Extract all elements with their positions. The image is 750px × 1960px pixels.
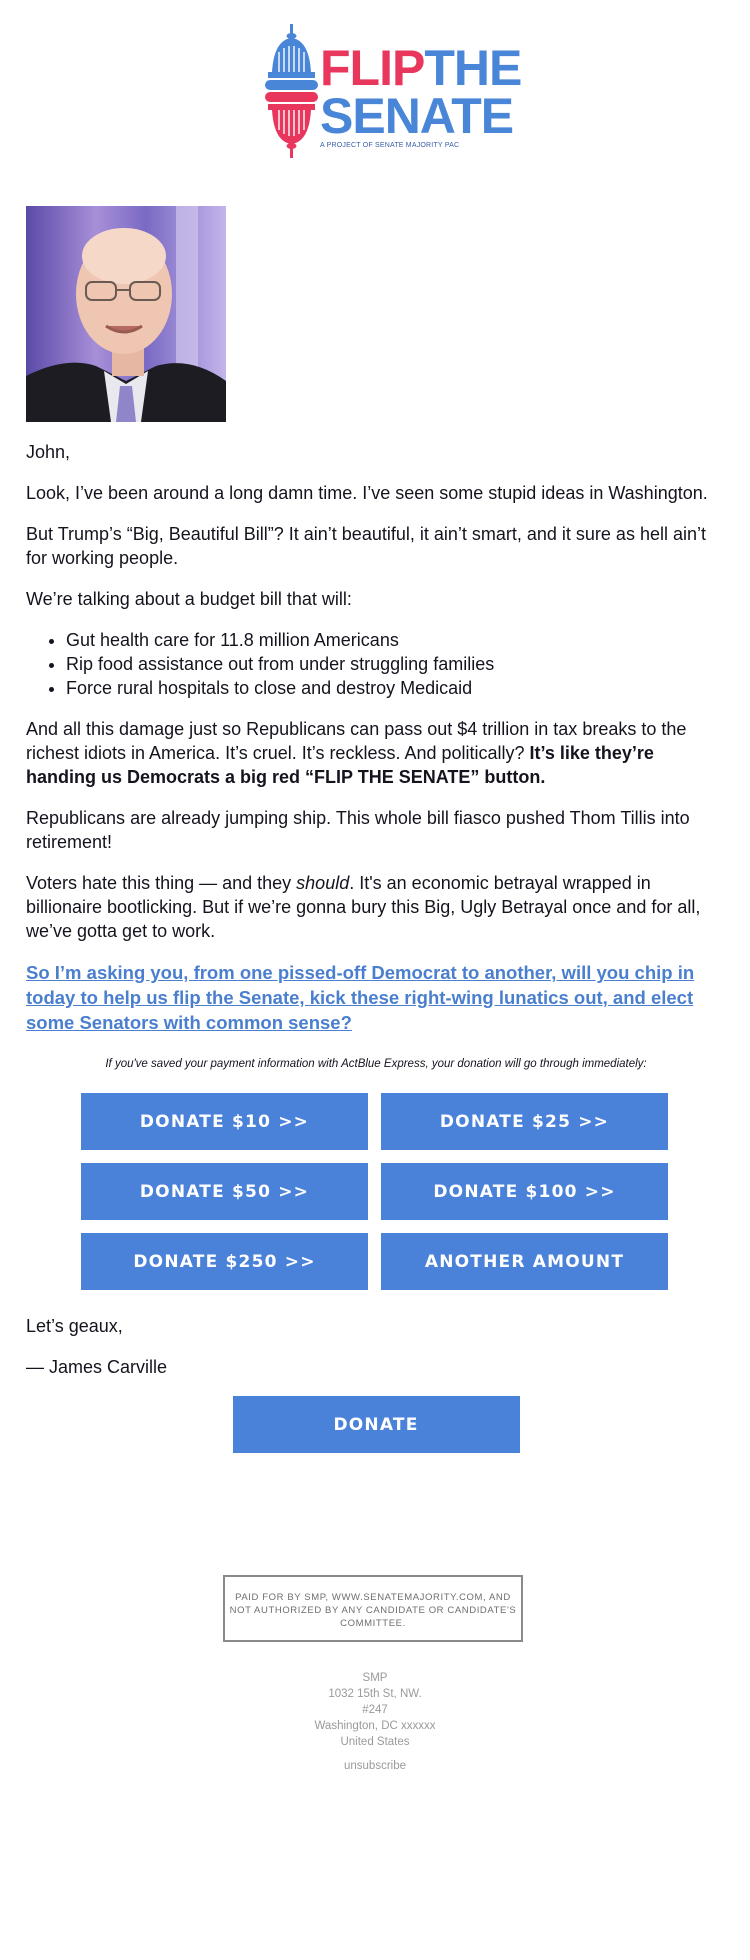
paragraph-6-text-b: . It's an economic betrayal wrapped in billionaire bootlicking. But if we’re gonna bury this Big, Ugly Betrayal once and for all, we’ve gotta get to work. [26, 873, 701, 941]
donate-100-button[interactable]: DONATE $100 >> [381, 1163, 668, 1220]
paragraph-5: Republicans are already jumping ship. This whole bill fiasco pushed Thom Tillis into retirement! [26, 808, 690, 852]
capitol-dome-icon [264, 22, 320, 162]
unsubscribe-link[interactable]: unsubscribe [343, 1760, 406, 1772]
logo-line-1 [320, 40, 522, 96]
paragraph-3: We’re talking about a budget bill that will: [26, 589, 352, 609]
paragraph-4-text: And all this damage just so Republicans can pass out $4 trillion in tax breaks to the richest idiots in America. It’s cruel. It’s reckless. And politically? [26, 719, 687, 763]
list-item: • Force rural hospitals to close and destroy Medicaid [66, 676, 726, 700]
signature: — James Carville [26, 1357, 168, 1377]
paragraph-4-bold: It’s like they’re handing us Democrats a big red “FLIP THE SENATE” button. [26, 743, 654, 787]
list-item: • Gut health care for 11.8 million Americans [66, 628, 726, 652]
donate-25-button[interactable]: DONATE $25 >> [381, 1093, 668, 1150]
paragraph-4 [26, 717, 726, 789]
logo-senate: SENATE [320, 88, 514, 144]
paragraph-6-emphasis: should [296, 873, 350, 893]
donation-ask-link[interactable]: So I’m asking you, from one pissed-off Democrat to another, will you chip in today to help us flip the Senate, kick these right-wing lunatics out, and elect some Senators with common sense? [26, 962, 695, 1033]
list-item: • Rip food assistance out from under struggling families [66, 652, 726, 676]
another-amount-button[interactable]: ANOTHER AMOUNT [381, 1233, 668, 1290]
email-body [26, 440, 726, 1453]
footer-country: United States [340, 1736, 410, 1748]
donate-50-button[interactable]: DONATE $50 >> [81, 1163, 368, 1220]
carville-portrait [26, 206, 226, 422]
flip-the-senate-logo[interactable] [264, 22, 522, 162]
footer-suite: #247 [362, 1704, 388, 1716]
footer-city: Washington, DC xxxxxx [314, 1720, 436, 1732]
paragraph-6-text-a: Voters hate this thing — and they [26, 873, 297, 893]
donate-button-grid [81, 1093, 726, 1290]
donate-button[interactable]: DONATE [233, 1396, 520, 1453]
greeting: John, [26, 442, 71, 462]
footer-org: SMP [362, 1672, 388, 1684]
actblue-note: If you've saved your payment information with ActBlue Express, your donation will go through immediately: [105, 1058, 647, 1070]
signoff: Let’s geaux, [26, 1316, 123, 1336]
donate-250-button[interactable]: DONATE $250 >> [81, 1233, 368, 1290]
paragraph-6 [26, 871, 726, 943]
paragraph-2: But Trump’s “Big, Beautiful Bill”? It ain’t beautiful, it ain’t smart, and it sure as hell ain’t for working people. [26, 524, 706, 568]
logo-wordmark [320, 40, 522, 149]
footer-street: 1032 15th St, NW. [328, 1688, 422, 1700]
logo-tagline: A PROJECT OF SENATE MAJORITY PAC [320, 142, 460, 149]
footer-address [0, 1670, 750, 1774]
bill-impacts-list [26, 628, 726, 700]
logo-the: THE [424, 40, 522, 96]
paragraph-1: Look, I’ve been around a long damn time. I’ve seen some stupid ideas in Washington. [26, 483, 708, 503]
portrait-image [26, 206, 226, 422]
donate-10-button[interactable]: DONATE $10 >> [81, 1093, 368, 1150]
logo-flip: FLIP [320, 40, 425, 96]
paid-for-disclaimer: PAID FOR BY SMP, WWW.SENATEMAJORITY.COM, AND NOT AUTHORIZED BY ANY CANDIDATE OR CANDIDATE'S COMMITTEE. [223, 1575, 523, 1642]
